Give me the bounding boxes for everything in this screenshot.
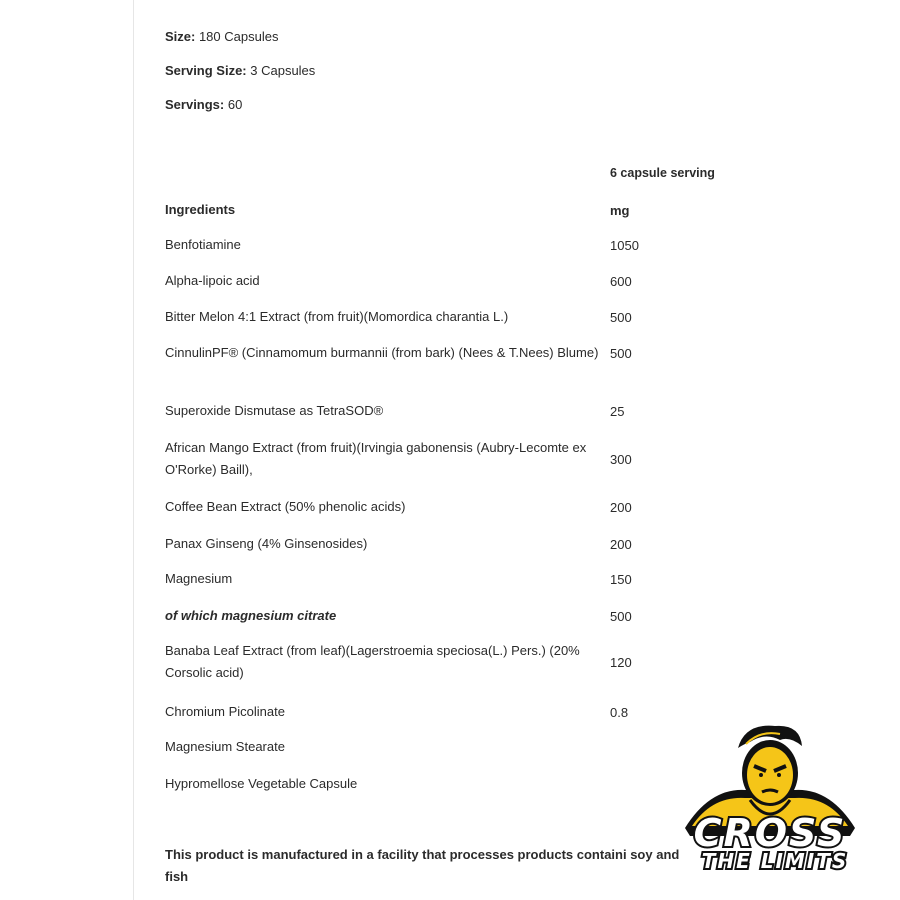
table-header-row	[165, 199, 635, 221]
ingredient-name: Benfotiamine	[165, 237, 241, 252]
ingredients-header: Ingredients	[165, 202, 236, 217]
ingredient-value: 200	[610, 499, 632, 515]
servings-value: 60	[224, 97, 243, 112]
table-row	[165, 496, 635, 518]
ingredient-value: 600	[610, 273, 632, 289]
serving-size-info	[165, 63, 315, 78]
ingredient-name: Panax Ginseng (4% Ginsenosides)	[165, 536, 368, 551]
ingredient-value: 25	[610, 403, 625, 419]
content-border	[133, 0, 134, 900]
table-row	[165, 605, 635, 627]
table-row	[165, 640, 635, 684]
table-row	[165, 306, 635, 328]
serving-size-label: Serving Size:	[165, 63, 247, 78]
table-row	[165, 736, 635, 758]
table-row	[165, 568, 635, 590]
ingredient-name: Banaba Leaf Extract (from leaf)(Lagerstroemia speciosa(L.) Pers.) (20% Corsolic acid)	[165, 643, 580, 680]
logo-line2: THE LIMITS	[701, 849, 849, 873]
ingredient-name: Superoxide Dismutase as TetraSOD®	[165, 403, 384, 418]
ingredient-name: Alpha-lipoic acid	[165, 273, 260, 288]
ingredient-name: Magnesium	[165, 571, 233, 586]
cross-the-limits-logo	[650, 718, 890, 900]
ingredient-value: 500	[610, 309, 632, 325]
table-row	[165, 400, 635, 422]
size-info	[165, 29, 278, 44]
table-row	[165, 270, 635, 292]
servings-info	[165, 97, 242, 112]
ingredient-value: 300	[610, 451, 632, 467]
ingredient-value: 1050	[610, 237, 639, 253]
serving-column-header: 6 capsule serving	[610, 166, 715, 180]
ingredient-name: Magnesium Stearate	[165, 739, 285, 754]
size-value: 180 Capsules	[195, 29, 279, 44]
ingredient-value: 120	[610, 654, 632, 670]
ingredient-value: 200	[610, 536, 632, 552]
ingredient-value: 500	[610, 608, 632, 624]
serving-size-value: 3 Capsules	[246, 63, 316, 78]
table-row	[165, 342, 635, 364]
ingredient-value: 0.8	[610, 704, 629, 720]
ingredient-name: Bitter Melon 4:1 Extract (from fruit)(Momordica charantia L.)	[165, 309, 509, 324]
ingredient-value: 150	[610, 571, 632, 587]
servings-label: Servings:	[165, 97, 225, 112]
ingredient-value: 500	[610, 345, 632, 361]
table-row	[165, 701, 635, 723]
ingredient-name: Coffee Bean Extract (50% phenolic acids)	[165, 499, 406, 514]
ingredient-name: Hypromellose Vegetable Capsule	[165, 776, 358, 791]
ingredient-name: CinnulinPF® (Cinnamomum burmannii (from bark) (Nees & T.Nees) Blume)	[165, 345, 599, 360]
ingredient-name: Chromium Picolinate	[165, 704, 285, 719]
logo-line1: CROSS	[693, 811, 847, 855]
ingredient-name: African Mango Extract (from fruit)(Irvingia gabonensis (Aubry-Lecomte ex O'Rorke) Baill),	[165, 440, 587, 477]
table-row	[165, 437, 635, 481]
facility-note: This product is manufactured in a facility that processes products containi soy and fish	[165, 847, 680, 884]
size-label: Size:	[165, 29, 196, 44]
table-row	[165, 533, 635, 555]
table-row	[165, 773, 635, 795]
table-row	[165, 234, 639, 256]
unit-header: mg	[610, 202, 630, 218]
ingredient-name: of which magnesium citrate	[165, 608, 337, 623]
